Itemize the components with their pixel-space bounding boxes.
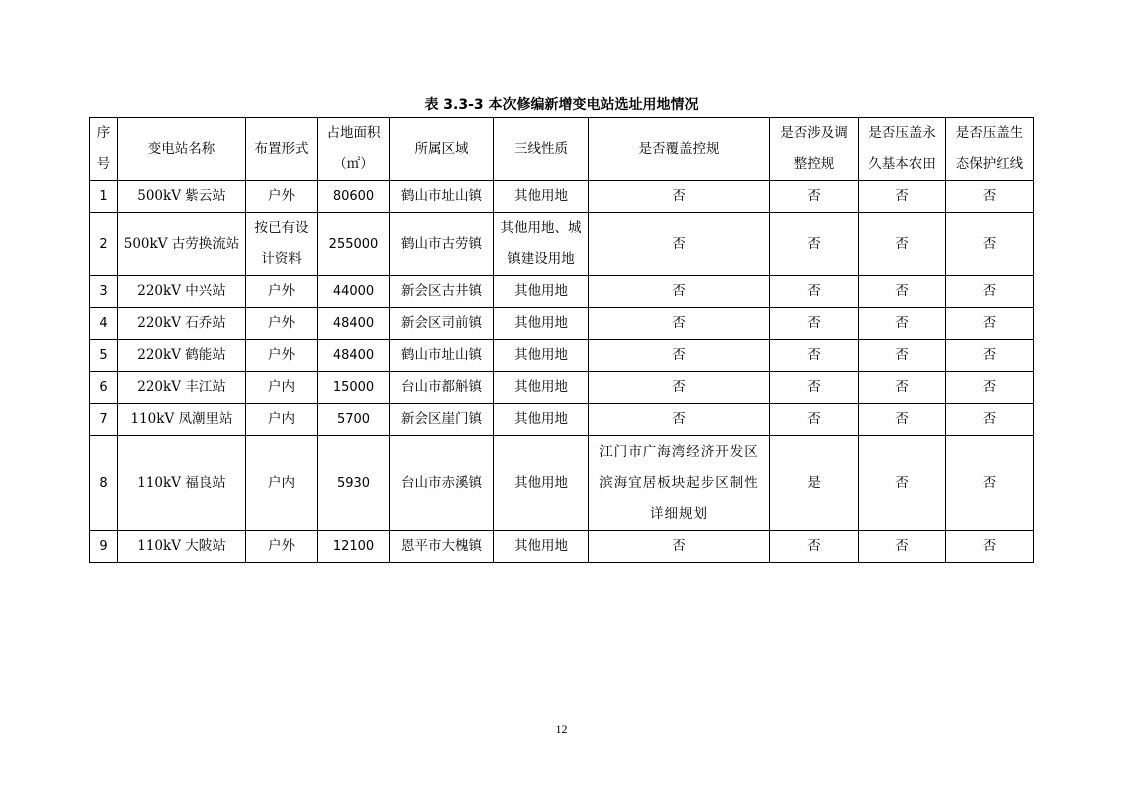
cell-name: 110kV 凤潮里站 <box>118 404 246 436</box>
cell-area: 15000 <box>318 372 390 404</box>
table-row <box>90 531 1034 563</box>
cell-three-lines: 其他用地 <box>494 531 589 563</box>
cell-control-plan: 否 <box>589 404 770 436</box>
cell-area: 44000 <box>318 276 390 308</box>
cell-farmland: 否 <box>859 308 946 340</box>
cell-layout: 户内 <box>246 404 318 436</box>
header-area: 占地面积（㎡） <box>318 118 390 181</box>
cell-farmland: 否 <box>859 340 946 372</box>
substation-site-table <box>89 117 1034 563</box>
cell-area: 5930 <box>318 436 390 531</box>
cell-eco-redline: 否 <box>946 372 1034 404</box>
cell-region: 恩平市大槐镇 <box>390 531 494 563</box>
cell-area: 80600 <box>318 181 390 213</box>
cell-index: 3 <box>90 276 118 308</box>
cell-three-lines: 其他用地 <box>494 404 589 436</box>
cell-eco-redline: 否 <box>946 181 1034 213</box>
table-caption: 表 3.3-3 本次修编新增变电站选址用地情况 <box>424 97 699 113</box>
table-row <box>90 340 1034 372</box>
cell-name: 220kV 石乔站 <box>118 308 246 340</box>
cell-adjust-plan: 否 <box>770 372 859 404</box>
cell-layout: 户外 <box>246 181 318 213</box>
cell-eco-redline: 否 <box>946 340 1034 372</box>
table-row <box>90 308 1034 340</box>
header-control-plan: 是否覆盖控规 <box>589 118 770 181</box>
header-region: 所属区域 <box>390 118 494 181</box>
cell-name: 110kV 福良站 <box>118 436 246 531</box>
cell-index: 7 <box>90 404 118 436</box>
cell-index: 4 <box>90 308 118 340</box>
cell-area: 12100 <box>318 531 390 563</box>
cell-name: 220kV 丰江站 <box>118 372 246 404</box>
cell-region: 新会区古井镇 <box>390 276 494 308</box>
table-row <box>90 213 1034 276</box>
cell-layout: 户内 <box>246 436 318 531</box>
cell-three-lines: 其他用地 <box>494 340 589 372</box>
cell-name: 500kV 古劳换流站 <box>118 213 246 276</box>
cell-three-lines: 其他用地 <box>494 181 589 213</box>
header-farmland: 是否压盖永久基本农田 <box>859 118 946 181</box>
cell-index: 5 <box>90 340 118 372</box>
cell-index: 1 <box>90 181 118 213</box>
cell-eco-redline: 否 <box>946 308 1034 340</box>
cell-area: 48400 <box>318 340 390 372</box>
cell-name: 110kV 大陂站 <box>118 531 246 563</box>
cell-eco-redline: 否 <box>946 276 1034 308</box>
page-number: 12 <box>555 722 568 736</box>
cell-control-plan: 否 <box>589 340 770 372</box>
cell-three-lines: 其他用地 <box>494 308 589 340</box>
cell-three-lines: 其他用地 <box>494 276 589 308</box>
cell-adjust-plan: 是 <box>770 436 859 531</box>
cell-control-plan: 否 <box>589 531 770 563</box>
cell-farmland: 否 <box>859 372 946 404</box>
table-row <box>90 436 1034 531</box>
header-name: 变电站名称 <box>118 118 246 181</box>
table-row <box>90 276 1034 308</box>
cell-farmland: 否 <box>859 213 946 276</box>
cell-region: 鹤山市址山镇 <box>390 181 494 213</box>
cell-control-plan: 否 <box>589 308 770 340</box>
cell-adjust-plan: 否 <box>770 404 859 436</box>
cell-eco-redline: 否 <box>946 531 1034 563</box>
cell-adjust-plan: 否 <box>770 213 859 276</box>
cell-control-plan: 否 <box>589 213 770 276</box>
cell-region: 新会区司前镇 <box>390 308 494 340</box>
table-row <box>90 404 1034 436</box>
cell-index: 2 <box>90 213 118 276</box>
header-eco-redline: 是否压盖生态保护红线 <box>946 118 1034 181</box>
cell-index: 6 <box>90 372 118 404</box>
table-header-row <box>90 118 1034 181</box>
cell-layout: 户内 <box>246 372 318 404</box>
cell-control-plan: 否 <box>589 276 770 308</box>
cell-three-lines: 其他用地 <box>494 372 589 404</box>
cell-region: 台山市都斛镇 <box>390 372 494 404</box>
cell-area: 48400 <box>318 308 390 340</box>
cell-farmland: 否 <box>859 531 946 563</box>
cell-eco-redline: 否 <box>946 404 1034 436</box>
cell-index: 9 <box>90 531 118 563</box>
header-three-lines: 三线性质 <box>494 118 589 181</box>
cell-three-lines: 其他用地 <box>494 436 589 531</box>
cell-name: 220kV 中兴站 <box>118 276 246 308</box>
cell-adjust-plan: 否 <box>770 276 859 308</box>
cell-layout: 户外 <box>246 531 318 563</box>
cell-region: 新会区崖门镇 <box>390 404 494 436</box>
cell-name: 220kV 鹤能站 <box>118 340 246 372</box>
cell-farmland: 否 <box>859 276 946 308</box>
cell-layout: 按已有设计资料 <box>246 213 318 276</box>
table-row <box>90 372 1034 404</box>
cell-layout: 户外 <box>246 276 318 308</box>
table-row <box>90 181 1034 213</box>
header-adjust-plan: 是否涉及调整控规 <box>770 118 859 181</box>
cell-name: 500kV 紫云站 <box>118 181 246 213</box>
cell-control-plan: 否 <box>589 181 770 213</box>
cell-region: 鹤山市址山镇 <box>390 340 494 372</box>
cell-adjust-plan: 否 <box>770 181 859 213</box>
cell-three-lines: 其他用地、城镇建设用地 <box>494 213 589 276</box>
cell-eco-redline: 否 <box>946 436 1034 531</box>
cell-control-plan: 江门市广海湾经济开发区滨海宜居板块起步区制性详细规划 <box>589 436 770 531</box>
cell-index: 8 <box>90 436 118 531</box>
cell-farmland: 否 <box>859 181 946 213</box>
cell-farmland: 否 <box>859 436 946 531</box>
cell-layout: 户外 <box>246 308 318 340</box>
cell-layout: 户外 <box>246 340 318 372</box>
cell-adjust-plan: 否 <box>770 308 859 340</box>
header-layout: 布置形式 <box>246 118 318 181</box>
cell-region: 鹤山市古劳镇 <box>390 213 494 276</box>
cell-area: 5700 <box>318 404 390 436</box>
cell-adjust-plan: 否 <box>770 340 859 372</box>
cell-control-plan: 否 <box>589 372 770 404</box>
cell-adjust-plan: 否 <box>770 531 859 563</box>
cell-farmland: 否 <box>859 404 946 436</box>
header-index: 序号 <box>90 118 118 181</box>
cell-region: 台山市赤溪镇 <box>390 436 494 531</box>
cell-area: 255000 <box>318 213 390 276</box>
cell-eco-redline: 否 <box>946 213 1034 276</box>
